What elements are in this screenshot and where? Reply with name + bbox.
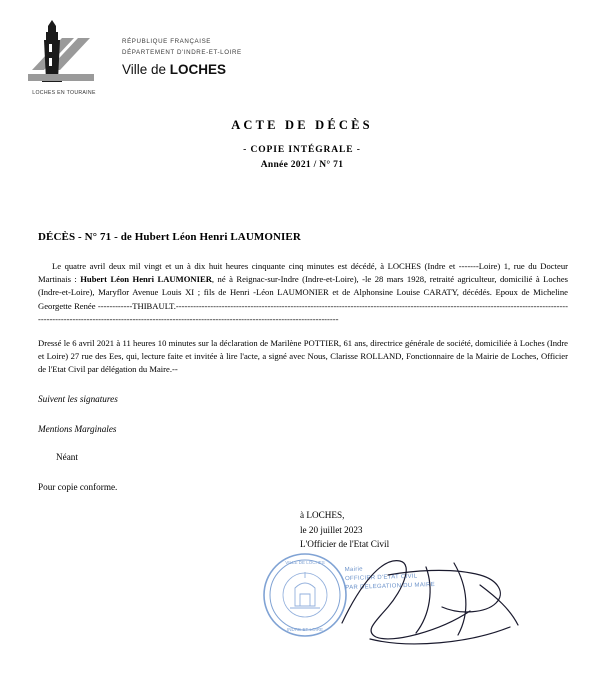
loches-tower-logo-icon <box>18 18 110 92</box>
acte-paragraph-2: Dressé le 6 avril 2021 à 11 heures 10 minutes sur la déclaration de Marilène POTTIER, 61 ans, directrice générale de société, domiciliée à Loches (Indre et Loire) 27 rue des Ees, qui, lecture faite et invitée à lire l'acte, a signé avec Nous, Clarisse ROLLAND, Fonctionnaire de la Mairie de Loches, Officier de l'Etat Civil par délégation du Maire.-- <box>38 338 568 375</box>
ville-de-loches-logo <box>18 18 110 100</box>
pour-copie-conforme-label: Pour copie conforme. <box>38 482 118 492</box>
ville-name: LOCHES <box>169 62 227 77</box>
stamp-line-3: PAR DELEGATION DU MAIRE <box>345 582 436 592</box>
mentions-marginales-label: Mentions Marginales <box>38 424 117 434</box>
closing-lieu: à LOCHES, <box>300 510 345 520</box>
deces-heading: DÉCÈS - N° 71 - de Hubert Léon Henri LAUMONIER <box>38 231 301 243</box>
suivent-les-signatures-label: Suivent les signatures <box>38 394 118 404</box>
stamp-line-1: Mairie <box>344 566 363 574</box>
closing-date: le 20 juillet 2023 <box>300 524 363 535</box>
document-title: ACTE DE DÉCÈS <box>231 118 373 132</box>
document-header <box>18 18 578 103</box>
stamp-line-2: OFFICIER D'ETAT CIVIL <box>344 573 418 583</box>
document-year-number: Année 2021 / N° 71 <box>260 160 344 170</box>
republique-francaise-label: RÉPUBLIQUE FRANÇAISE <box>122 38 212 45</box>
paragraph-1-part-1: Le quatre avril deux mil vingt et un à dix huit heures cinquante cinq minutes est décédé, à LOCHES (Indre et -------Loire) 1, rue du Docteur Martinais : <box>38 261 568 285</box>
ville-prefix: Ville de <box>122 62 170 77</box>
handwritten-signature <box>330 545 540 655</box>
closing-qualite: L'Officier de l'Etat Civil <box>300 539 390 549</box>
svg-text:INDRE-ET-LOIRE: INDRE-ET-LOIRE <box>286 627 324 632</box>
departement-label: DÉPARTEMENT D'INDRE-ET-LOIRE <box>122 49 242 56</box>
document-subtitle: - COPIE INTÉGRALE - <box>243 145 361 155</box>
mentions-marginales-value: Néant <box>56 452 78 462</box>
institution-marque <box>122 38 382 77</box>
svg-text:VILLE DE LOCHES: VILLE DE LOCHES <box>285 560 325 565</box>
logo-caption: LOCHES EN TOURAINE <box>32 90 96 96</box>
deceased-full-name: Hubert Léon Henri LAUMONIER <box>80 274 212 285</box>
paragraph-1-part-2: , né à Reignac-sur-Indre (Indre-et-Loire), -le 28 mars 1928, retraité agriculteur, domicilié à Loches (Indre-et-Loire), Maryflor Avenue Louis XI ; fils de Henri -Léon LAUMONIER et de Alphonsine Louise CARATY, décédés. Epoux de Micheline Georgette Renée ------------THIBAULT.-------------------------------------------------------------------------------------------------------------------------------------------------------------------------------------------------------------------------------------------------- <box>38 274 568 324</box>
acte-paragraph-1 <box>38 260 568 326</box>
ville-de-loches-title <box>122 62 382 77</box>
